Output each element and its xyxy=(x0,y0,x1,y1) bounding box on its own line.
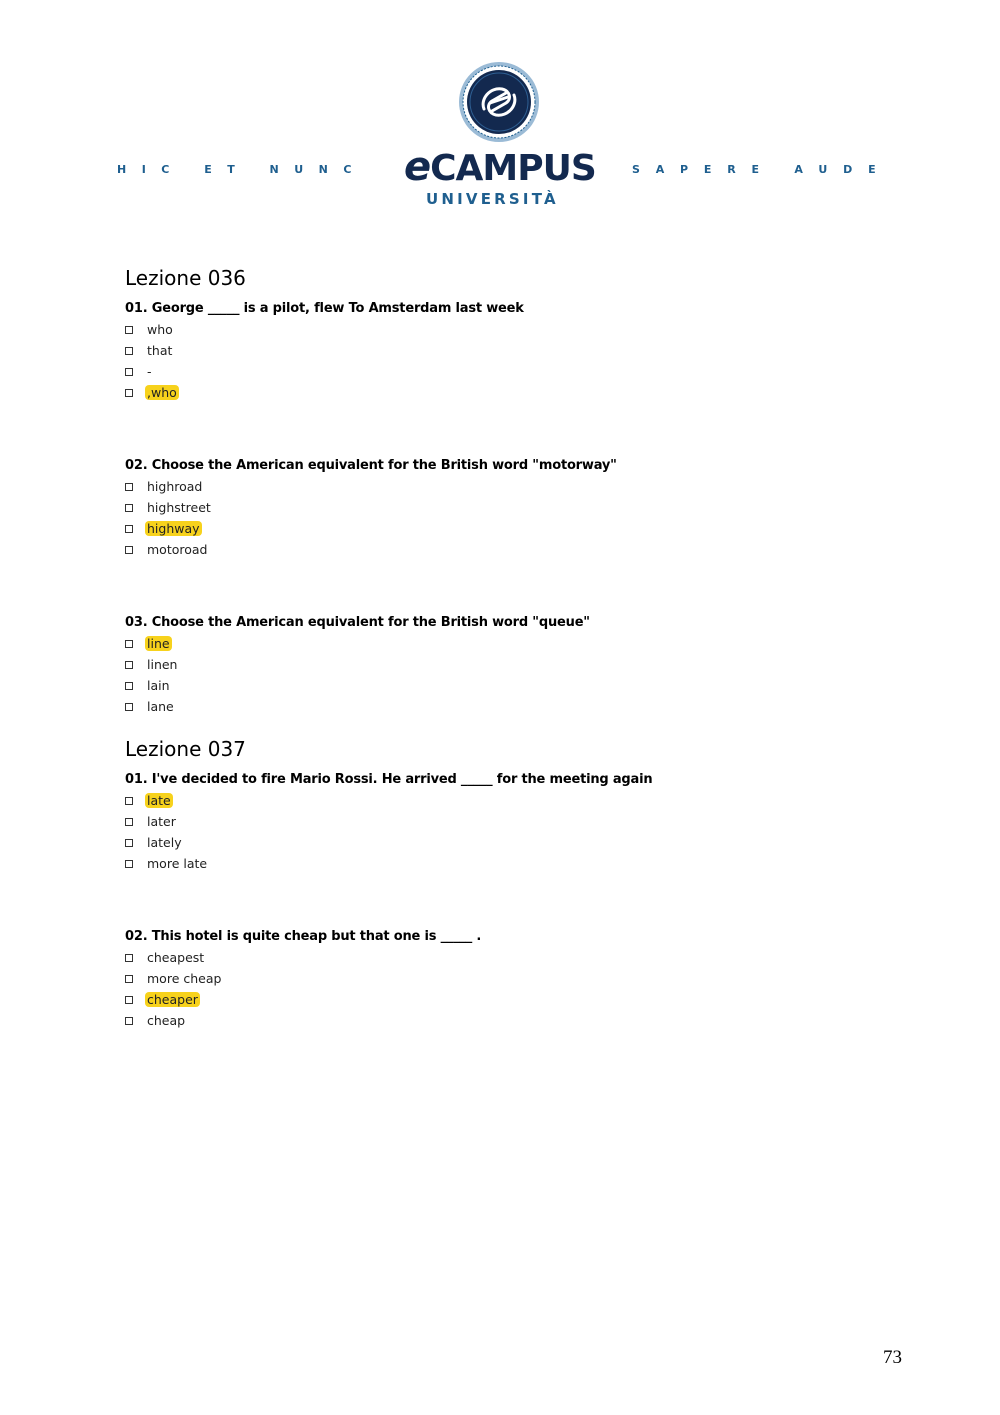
checkbox-icon[interactable] xyxy=(125,640,133,648)
answer-text: lane xyxy=(147,699,174,714)
motto-left: HIC ET NUNC xyxy=(117,163,367,176)
checkbox-icon[interactable] xyxy=(125,818,133,826)
checkbox-icon[interactable] xyxy=(125,797,133,805)
answer-text: motoroad xyxy=(147,542,208,557)
correct-answer-text: late xyxy=(147,793,171,808)
page-header xyxy=(0,55,1000,215)
checkbox-icon[interactable] xyxy=(125,546,133,554)
answer-option[interactable] xyxy=(125,382,925,403)
answer-option[interactable] xyxy=(125,853,925,874)
question-block xyxy=(125,298,925,403)
wordmark-campus: CAMPUS xyxy=(430,148,596,189)
checkbox-icon[interactable] xyxy=(125,1017,133,1025)
university-seal-logo xyxy=(458,61,540,143)
quiz-content xyxy=(125,264,925,1083)
question-text: 01. George _____ is a pilot, flew To Amsterdam last week xyxy=(125,301,524,316)
answer-text: more cheap xyxy=(147,971,222,986)
answer-text: more late xyxy=(147,856,208,871)
motto-right: SAPERE AUDE xyxy=(632,163,892,176)
answer-option[interactable] xyxy=(125,696,925,717)
question-text: 01. I've decided to fire Mario Rossi. He arrived _____ for the meeting again xyxy=(125,772,653,787)
answer-option[interactable] xyxy=(125,675,925,696)
checkbox-icon[interactable] xyxy=(125,504,133,512)
question-block xyxy=(125,769,925,874)
answer-option[interactable] xyxy=(125,319,925,340)
answer-options xyxy=(125,476,925,560)
answer-option[interactable] xyxy=(125,968,925,989)
answer-option[interactable] xyxy=(125,1010,925,1031)
lesson-title: Lezione 037 xyxy=(125,737,246,761)
universita-wordmark: UNIVERSITÀ xyxy=(426,190,559,208)
answer-option[interactable] xyxy=(125,633,925,654)
question-text: 02. Choose the American equivalent for the British word "motorway" xyxy=(125,458,617,473)
question-text: 02. This hotel is quite cheap but that one is _____ . xyxy=(125,929,482,944)
answer-option[interactable] xyxy=(125,539,925,560)
answer-option[interactable] xyxy=(125,361,925,382)
question-block xyxy=(125,612,925,717)
correct-answer-text: ,who xyxy=(147,385,177,400)
answer-text: highroad xyxy=(147,479,203,494)
checkbox-icon[interactable] xyxy=(125,525,133,533)
answer-option[interactable] xyxy=(125,811,925,832)
answer-text: who xyxy=(147,322,173,337)
checkbox-icon[interactable] xyxy=(125,483,133,491)
correct-answer-text: line xyxy=(147,636,170,651)
answer-option[interactable] xyxy=(125,947,925,968)
answer-option[interactable] xyxy=(125,497,925,518)
answer-option[interactable] xyxy=(125,340,925,361)
answer-text: cheapest xyxy=(147,950,205,965)
checkbox-icon[interactable] xyxy=(125,682,133,690)
page-number: 73 xyxy=(883,1347,902,1368)
answer-option[interactable] xyxy=(125,518,925,539)
answer-text: that xyxy=(147,343,173,358)
answer-options xyxy=(125,790,925,874)
answer-text: later xyxy=(147,814,176,829)
checkbox-icon[interactable] xyxy=(125,347,133,355)
question-text: 03. Choose the American equivalent for the British word "queue" xyxy=(125,615,590,630)
answer-options xyxy=(125,947,925,1031)
ecampus-wordmark xyxy=(404,144,596,190)
answer-text: lately xyxy=(147,835,182,850)
checkbox-icon[interactable] xyxy=(125,954,133,962)
answer-option[interactable] xyxy=(125,654,925,675)
checkbox-icon[interactable] xyxy=(125,703,133,711)
answer-options xyxy=(125,319,925,403)
lesson-section xyxy=(125,735,925,1031)
lesson-title: Lezione 036 xyxy=(125,266,246,290)
answer-option[interactable] xyxy=(125,790,925,811)
question-block xyxy=(125,455,925,560)
correct-answer-text: highway xyxy=(147,521,200,536)
checkbox-icon[interactable] xyxy=(125,368,133,376)
lesson-section xyxy=(125,264,925,717)
correct-answer-text: cheaper xyxy=(147,992,198,1007)
checkbox-icon[interactable] xyxy=(125,996,133,1004)
answer-text: cheap xyxy=(147,1013,186,1028)
answer-text: lain xyxy=(147,678,170,693)
answer-option[interactable] xyxy=(125,832,925,853)
checkbox-icon[interactable] xyxy=(125,860,133,868)
answer-option[interactable] xyxy=(125,476,925,497)
answer-options xyxy=(125,633,925,717)
checkbox-icon[interactable] xyxy=(125,975,133,983)
answer-option[interactable] xyxy=(125,989,925,1010)
answer-text: highstreet xyxy=(147,500,211,515)
wordmark-e: e xyxy=(404,144,431,190)
checkbox-icon[interactable] xyxy=(125,839,133,847)
checkbox-icon[interactable] xyxy=(125,326,133,334)
answer-text: - xyxy=(147,364,152,379)
answer-text: linen xyxy=(147,657,178,672)
checkbox-icon[interactable] xyxy=(125,661,133,669)
question-block xyxy=(125,926,925,1031)
checkbox-icon[interactable] xyxy=(125,389,133,397)
